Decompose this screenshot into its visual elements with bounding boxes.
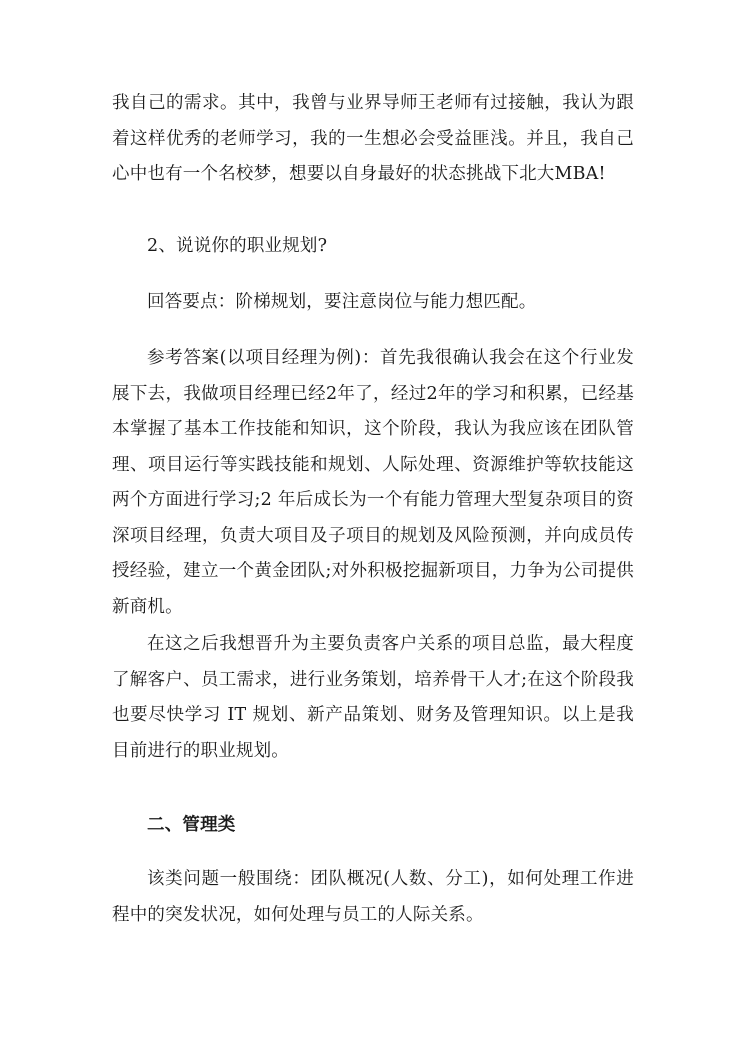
answer-key-points: 回答要点：阶梯规划，要注意岗位与能力想匹配。 <box>147 292 537 312</box>
section-heading: 二、管理类 <box>147 815 236 835</box>
paragraph-motivation: 我自己的需求。其中，我曾与业界导师王老师有过接触，我认为跟着这样优秀的老师学习，我的一生想必会受益匪浅。并且，我自己心中也有一个名校梦，想要以自身最好的状态挑战下北大MBA! <box>112 93 634 184</box>
later-career-plan: 在这之后我想晋升为主要负责客户关系的项目总监，最大程度了解客户、员工需求，进行业务策划，培养骨干人才;在这个阶段我也要尽快学习 IT 规划、新产品策划、财务及管理知识。以上是我目前进行的职业规划。 <box>112 634 634 761</box>
question-career-plan: 2、说说你的职业规划? <box>147 236 328 256</box>
section-intro: 该类问题一般围绕：团队概况(人数、分工)，如何处理工作进程中的突发状况，如何处理与员工的人际关系。 <box>112 869 634 925</box>
reference-answer: 参考答案(以项目经理为例)：首先我很确认我会在这个行业发展下去，我做项目经理已经2年了，经过2年的学习和积累，已经基本掌握了基本工作技能和知识，这个阶段，我认为我应该在团队管理、项目运行等实践技能和规划、人际处理、资源维护等软技能这两个方面进行学习;2 年后成长为一个有能力管理大型复杂项目的资深项目经理，负责大项目及子项目的规划及风险预测，并向成员传授经验，建立一个黄金团队;对外积极挖掘新项目，力争为公司提供新商机。 <box>112 348 634 617</box>
